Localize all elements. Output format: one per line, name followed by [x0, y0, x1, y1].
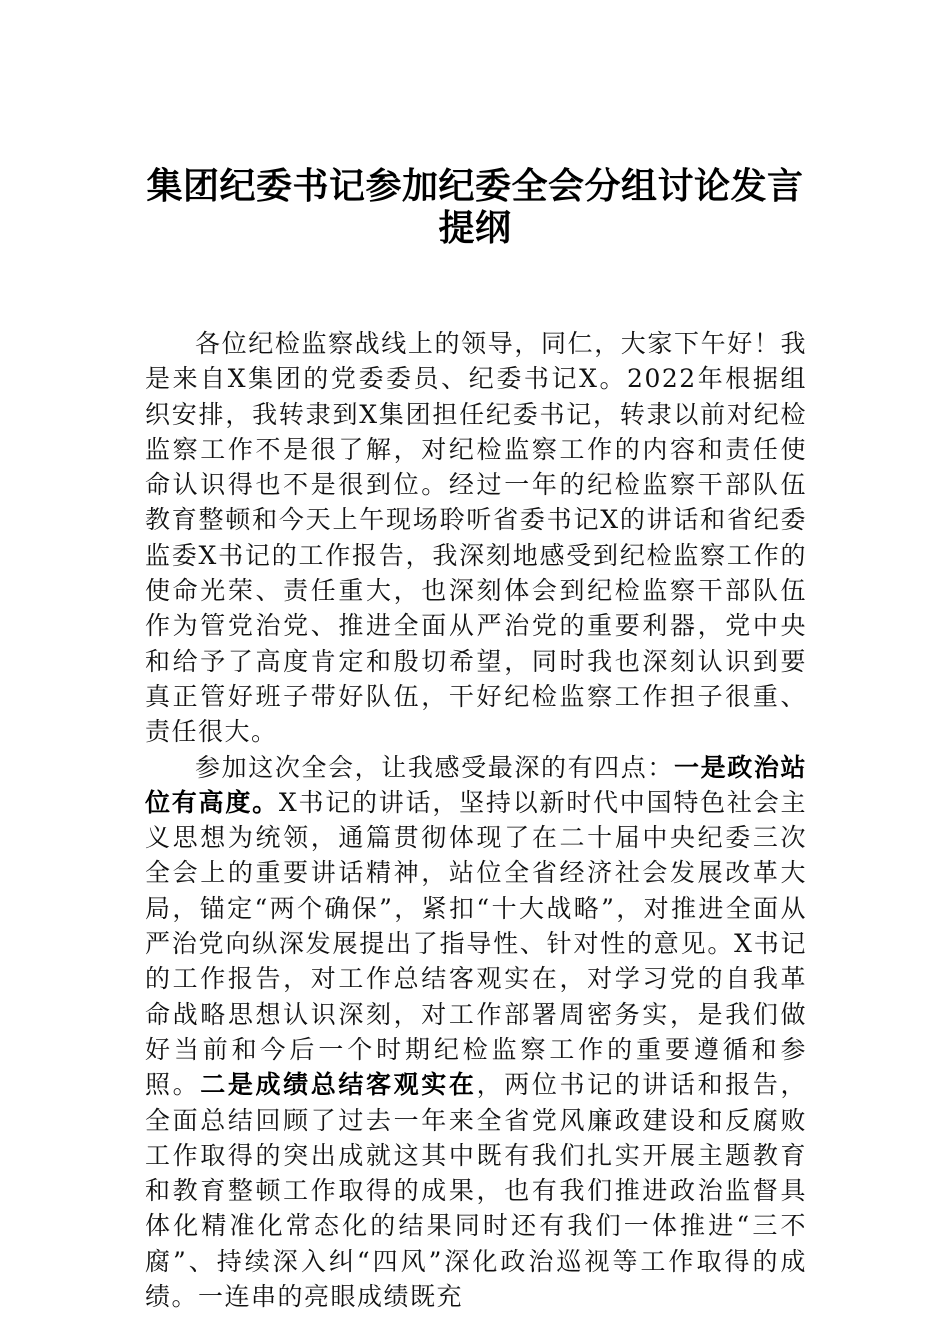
document-title-line1: 集团纪委书记参加纪委全会分组讨论发言	[146, 165, 804, 207]
paragraph-2-intro: 参加这次全会，让我感受最深的有四点：	[195, 752, 675, 782]
paragraph-2	[145, 750, 807, 1315]
document-body	[145, 326, 807, 1314]
point-two-heading: 二是成绩总结客观实在	[200, 1070, 477, 1100]
paragraph-1: 各位纪检监察战线上的领导，同仁，大家下午好！我是来自X集团的党委委员、纪委书记X。2022年根据组织安排，我转隶到X集团担任纪委书记，转隶以前对纪检监察工作不是很了解，对纪检监察工作的内容和责任使命认识得也不是很到位。经过一年的纪检监察干部队伍教育整顿和今天上午现场聆听省委书记X的讲话和省纪委监委X书记的工作报告，我深刻地感受到纪检监察工作的使命光荣、责任重大，也深刻体会到纪检监察干部队伍作为管党治党、推进全面从严治党的重要利器，党中央和给予了高度肯定和殷切希望，同时我也深刻认识到要真正管好班子带好队伍，干好纪检监察工作担子很重、责任很大。	[145, 329, 807, 747]
point-one-text: X书记的讲话，坚持以新时代中国特色社会主义思想为统领，通篇贯彻体现了在二十届中央纪委三次全会上的重要讲话精神，站位全省经济社会发展改革大局，锚定“两个确保”，紧扣“十大战略”，对推进全面从严治党向纵深发展提出了指导性、针对性的意见。X书记的工作报告，对工作总结客观实在，对学习党的自我革命战略思想认识深刻，对工作部署周密务实，是我们做好当前和今后一个时期纪检监察工作的重要遵循和参照。	[145, 787, 807, 1100]
point-two-text: ，两位书记的讲话和报告，全面总结回顾了过去一年来全省党风廉政建设和反腐败工作取得的突出成就这其中既有我们扎实开展主题教育和教育整顿工作取得的成果，也有我们推进政治监督具体化精准化常态化的结果同时还有我们一体推进“三不腐”、持续深入纠“四风”深化政治巡视等工作取得的成绩。一连串的亮眼成绩既充	[145, 1070, 807, 1312]
point-one-heading: 一是政治站位有高度。	[145, 752, 807, 817]
document-title-line2: 提纲	[438, 207, 512, 249]
